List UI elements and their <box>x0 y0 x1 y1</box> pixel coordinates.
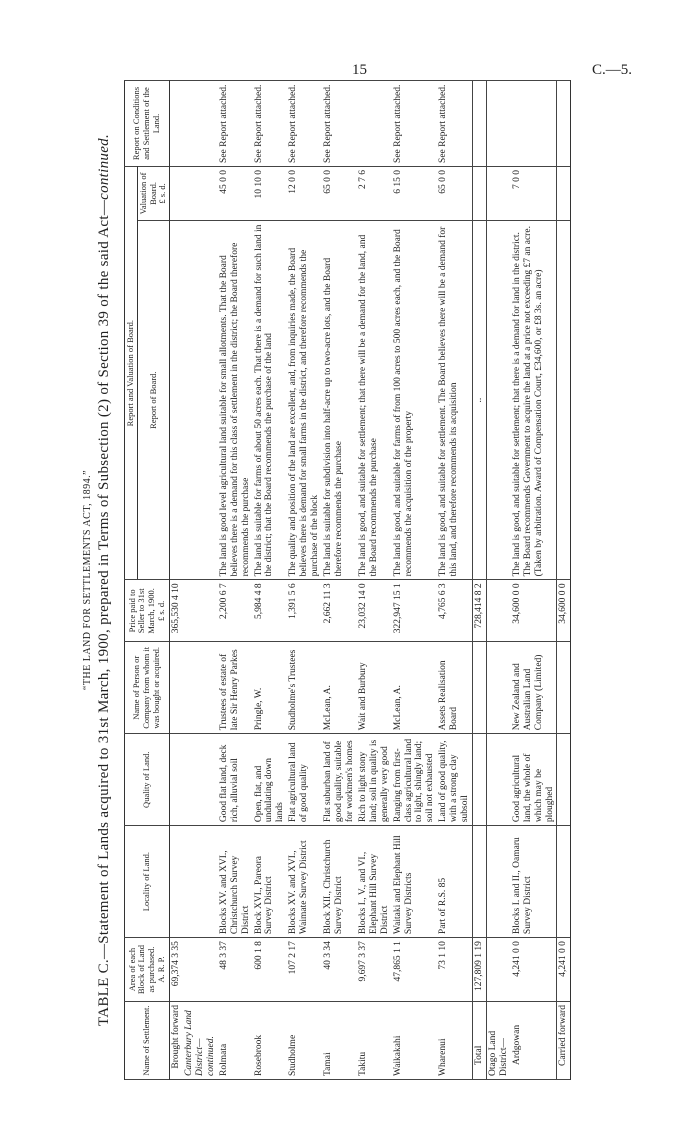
cell-report <box>183 220 218 579</box>
cell-valuation: 45 0 0 <box>218 166 253 220</box>
table-row <box>287 81 322 1080</box>
cell-price: 1,391 5 6 <box>287 580 322 642</box>
cell-report: The land is suitable for farms of about 50 acres each. That there is a demand for such land in the district; that the Board recommends the purchase of the land <box>253 220 288 579</box>
header-price-label: Price paid to Seller to 31st March, 1900. <box>126 588 157 634</box>
total-label: Total <box>473 1002 487 1080</box>
cell-price: 34,600 0 0 <box>511 580 557 642</box>
header-name: Name of Settlement. <box>125 1002 170 1080</box>
cell-price: 365,530 4 10 <box>170 580 183 642</box>
cell-name: Ardgowan <box>511 1002 557 1080</box>
cell-area: 600 1 8 <box>253 938 288 1002</box>
cell-quality: Ranging from first-class agricultural land to light, shingly land; soil not exhausted <box>392 734 438 826</box>
cell-quality <box>557 734 571 826</box>
total-row <box>473 81 487 1080</box>
cell-report <box>486 220 510 579</box>
cell-price <box>183 580 218 642</box>
cell-person <box>170 642 183 734</box>
rotated-table-page <box>82 80 700 1080</box>
cell-quality: Open, flat, and undulating down lands <box>253 734 288 826</box>
cell-conditions <box>557 81 571 167</box>
cell-conditions: See Report attached. <box>437 81 472 167</box>
cell-conditions: See Report attached. <box>287 81 322 167</box>
cell-locality: Blocks I., V., and VI., Elephant Hill Survey District <box>357 826 392 938</box>
cell-area: 73 1 10 <box>437 938 472 1002</box>
header-valuation <box>137 166 169 220</box>
header-area-units: A. R. P. <box>155 956 166 983</box>
table-row <box>357 81 392 1080</box>
carried-label: Carried forward <box>557 1002 571 1080</box>
cell-name: Takitu <box>357 1002 392 1080</box>
cell-person <box>183 642 218 734</box>
cell-person: Assets Realisation Board <box>437 642 472 734</box>
cell-person <box>557 642 571 734</box>
total-report: .. <box>473 220 487 579</box>
cell-report: The land is good, and suitable for settlement. The Board believes there will be a demand for this land, and therefore recommends its acquisition <box>437 220 472 579</box>
cell-locality <box>557 826 571 938</box>
cell-person: Wait and Burbury <box>357 642 392 734</box>
cell-quality <box>486 734 510 826</box>
cell-name: Brought forward <box>170 1002 183 1080</box>
cell-price: 5,984 4 8 <box>253 580 288 642</box>
cell-person: Trustees of estate of late Sir Henry Parkes <box>218 642 253 734</box>
cell-person <box>486 642 510 734</box>
cell-area: 47,865 1 1 <box>392 938 438 1002</box>
header-quality: Quality of Land. <box>125 734 170 826</box>
cell-price: 23,032 14 0 <box>357 580 392 642</box>
cell-area: 4,241 0 0 <box>511 938 557 1002</box>
header-valuation-units: £ s. d. <box>157 183 168 204</box>
cell-area <box>486 938 510 1002</box>
table-row <box>218 81 253 1080</box>
cell-conditions <box>486 81 510 167</box>
cell-area: 9,697 3 37 <box>357 938 392 1002</box>
cell-locality <box>473 826 487 938</box>
cell-person <box>473 642 487 734</box>
cell-conditions <box>170 81 183 167</box>
cell-quality <box>170 734 183 826</box>
cell-valuation: 2 7 6 <box>357 166 392 220</box>
cell-locality: Block XII., Christchurch Survey District <box>322 826 357 938</box>
cell-valuation: 10 10 0 <box>253 166 288 220</box>
cell-person: New Zealand and Australian Land Company (Limited) <box>511 642 557 734</box>
cell-person: Pringle, W. <box>253 642 288 734</box>
cell-report <box>557 220 571 579</box>
cell-price: 2,662 11 3 <box>322 580 357 642</box>
total-price: 728,414 8 2 <box>473 580 487 642</box>
cell-locality: Blocks XV. and XVI., Waimate Survey District <box>287 826 322 938</box>
act-heading: “THE LAND FOR SETTLEMENTS ACT, 1894.” <box>82 469 93 691</box>
cell-price <box>486 580 510 642</box>
cell-conditions <box>511 81 557 167</box>
cell-conditions <box>357 81 392 167</box>
header-price-units: £ s. d. <box>155 600 166 622</box>
cell-locality: Waitaki and Elephant Hill Survey Districts <box>392 826 438 938</box>
cell-area <box>183 938 218 1002</box>
cell-report: The land is good level agricultural land suitable for small allotments. That the Board believes there is a demand for this class of settlement in the district; the Board therefore recommends the purchase <box>218 220 253 579</box>
carried-area: 4,241 0 0 <box>557 938 571 1002</box>
cell-conditions: See Report attached. <box>392 81 438 167</box>
cell-price: 2,200 6 7 <box>218 580 253 642</box>
document-reference: C.—5. <box>592 62 633 78</box>
cell-district-heading: Canterbury Land District—continued. <box>183 1002 218 1080</box>
cell-report: The land is suitable for subdivision into half-acre up to two-acre lots, and the Board therefore recommends the purchase <box>322 220 357 579</box>
cell-name: Rosebrook <box>253 1002 288 1080</box>
table-row <box>253 81 288 1080</box>
cell-name: Wharenui <box>437 1002 472 1080</box>
cell-locality <box>486 826 510 938</box>
header-person: Name of Person or Company from whom it was bought or acquired. <box>125 642 170 734</box>
cell-locality: Blocks I. and II., Oamaru Survey District <box>511 826 557 938</box>
cell-valuation: 65 0 0 <box>437 166 472 220</box>
header-area-label: Area of each Block of Land as purchased. <box>126 945 157 995</box>
cell-locality <box>170 826 183 938</box>
cell-quality: Land of good quality, with a strong clay subsoil <box>437 734 472 826</box>
cell-report: The quality and position of the land are excellent, and, from inquiries made, the Board believes there is demand for small farms in the district, and therefore recommends the purchase of the block <box>287 220 322 579</box>
cell-quality: Good flat land, deck rich, alluvial soil <box>218 734 253 826</box>
cell-conditions: See Report attached. <box>218 81 253 167</box>
header-report-group: Report and Valuation of Board. <box>125 166 138 579</box>
cell-name: Studholme <box>287 1002 322 1080</box>
table-row <box>437 81 472 1080</box>
cell-name: Tamai <box>322 1002 357 1080</box>
header-price <box>125 580 170 642</box>
page-number: 15 <box>352 62 367 78</box>
cell-quality <box>183 734 218 826</box>
cell-locality: Blocks XV. and XVI., Christchurch Survey District <box>218 826 253 938</box>
cell-area: 69,374 3 35 <box>170 938 183 1002</box>
table-row <box>170 81 183 1080</box>
table-title-continued: continued. <box>96 133 112 200</box>
cell-valuation <box>557 166 571 220</box>
cell-conditions <box>473 81 487 167</box>
settlement-table <box>124 80 571 1080</box>
cell-valuation: 7 0 0 <box>511 166 557 220</box>
cell-report: The land is good, and suitable for farms of from 100 acres to 500 acres each, and the Board recommends the acquisition of the property <box>392 220 438 579</box>
table-row <box>183 81 218 1080</box>
cell-area: 40 3 34 <box>322 938 357 1002</box>
cell-quality <box>473 734 487 826</box>
table-row <box>322 81 357 1080</box>
cell-report <box>170 220 183 579</box>
header-area <box>125 938 170 1002</box>
cell-quality: Flat agricultural land of good quality <box>287 734 322 826</box>
cell-locality: Block XVI., Pareora Survey District <box>253 826 288 938</box>
cell-area: 48 3 37 <box>218 938 253 1002</box>
cell-valuation <box>170 166 183 220</box>
cell-valuation <box>486 166 510 220</box>
carried-price: 34,600 0 0 <box>557 580 571 642</box>
header-report: Report of Board. <box>137 220 169 579</box>
cell-price: 4,765 6 3 <box>437 580 472 642</box>
cell-name: Waikakahi <box>392 1002 438 1080</box>
carried-forward-row <box>557 81 571 1080</box>
header-valuation-label: Valuation of Board. <box>137 172 158 215</box>
cell-locality: Part of R.S. 85 <box>437 826 472 938</box>
district-row <box>486 81 510 1080</box>
cell-quality: Good agricultural land, the whole of which may be ploughed <box>511 734 557 826</box>
cell-person: Studholme's Trustees <box>287 642 322 734</box>
cell-valuation: 65 0 0 <box>322 166 357 220</box>
cell-conditions: See Report attached. <box>253 81 288 167</box>
district-heading: Otago Land District— <box>486 1002 510 1080</box>
header-locality: Locality of Land. <box>125 826 170 938</box>
cell-locality <box>183 826 218 938</box>
cell-name: Rolmata <box>218 1002 253 1080</box>
table-row <box>392 81 438 1080</box>
cell-quality: Flat suburban land of good quality, suitable for workmen's homes <box>322 734 357 826</box>
cell-valuation <box>473 166 487 220</box>
total-area: 127,809 1 19 <box>473 938 487 1002</box>
header-conditions: Report on Conditions and Settlement of the Land. <box>125 81 170 167</box>
cell-report: The land is good, and suitable for settlement; that there will be a demand for the land, and the Board recommends the purchase <box>357 220 392 579</box>
table-row <box>511 81 557 1080</box>
table-title-main: TABLE C.—Statement of Lands acquired to 31st March, 1900, prepared in Terms of Subsection (2) of Section 39 of the said Act— <box>96 199 112 1027</box>
cell-area: 107 2 17 <box>287 938 322 1002</box>
cell-price: 322,947 15 1 <box>392 580 438 642</box>
cell-conditions: See Report attached. <box>322 81 357 167</box>
cell-valuation: 6 15 0 <box>392 166 438 220</box>
cell-valuation <box>183 166 218 220</box>
cell-conditions <box>183 81 218 167</box>
cell-report: The land is good, and suitable for settlement; that there is a demand for land in the district. The Board recommends Government to acquire the land at a price not exceeding £7 an acre. (Taken by arbitration. Award of Compensation Court, £34,600, or £8 3s. an acre) <box>511 220 557 579</box>
cell-person: McLean, A. <box>322 642 357 734</box>
cell-quality: Rich to light stony land; soil in quality is generally very good <box>357 734 392 826</box>
cell-valuation: 12 0 0 <box>287 166 322 220</box>
cell-person: McLean, A. <box>392 642 438 734</box>
table-title <box>96 80 113 1080</box>
